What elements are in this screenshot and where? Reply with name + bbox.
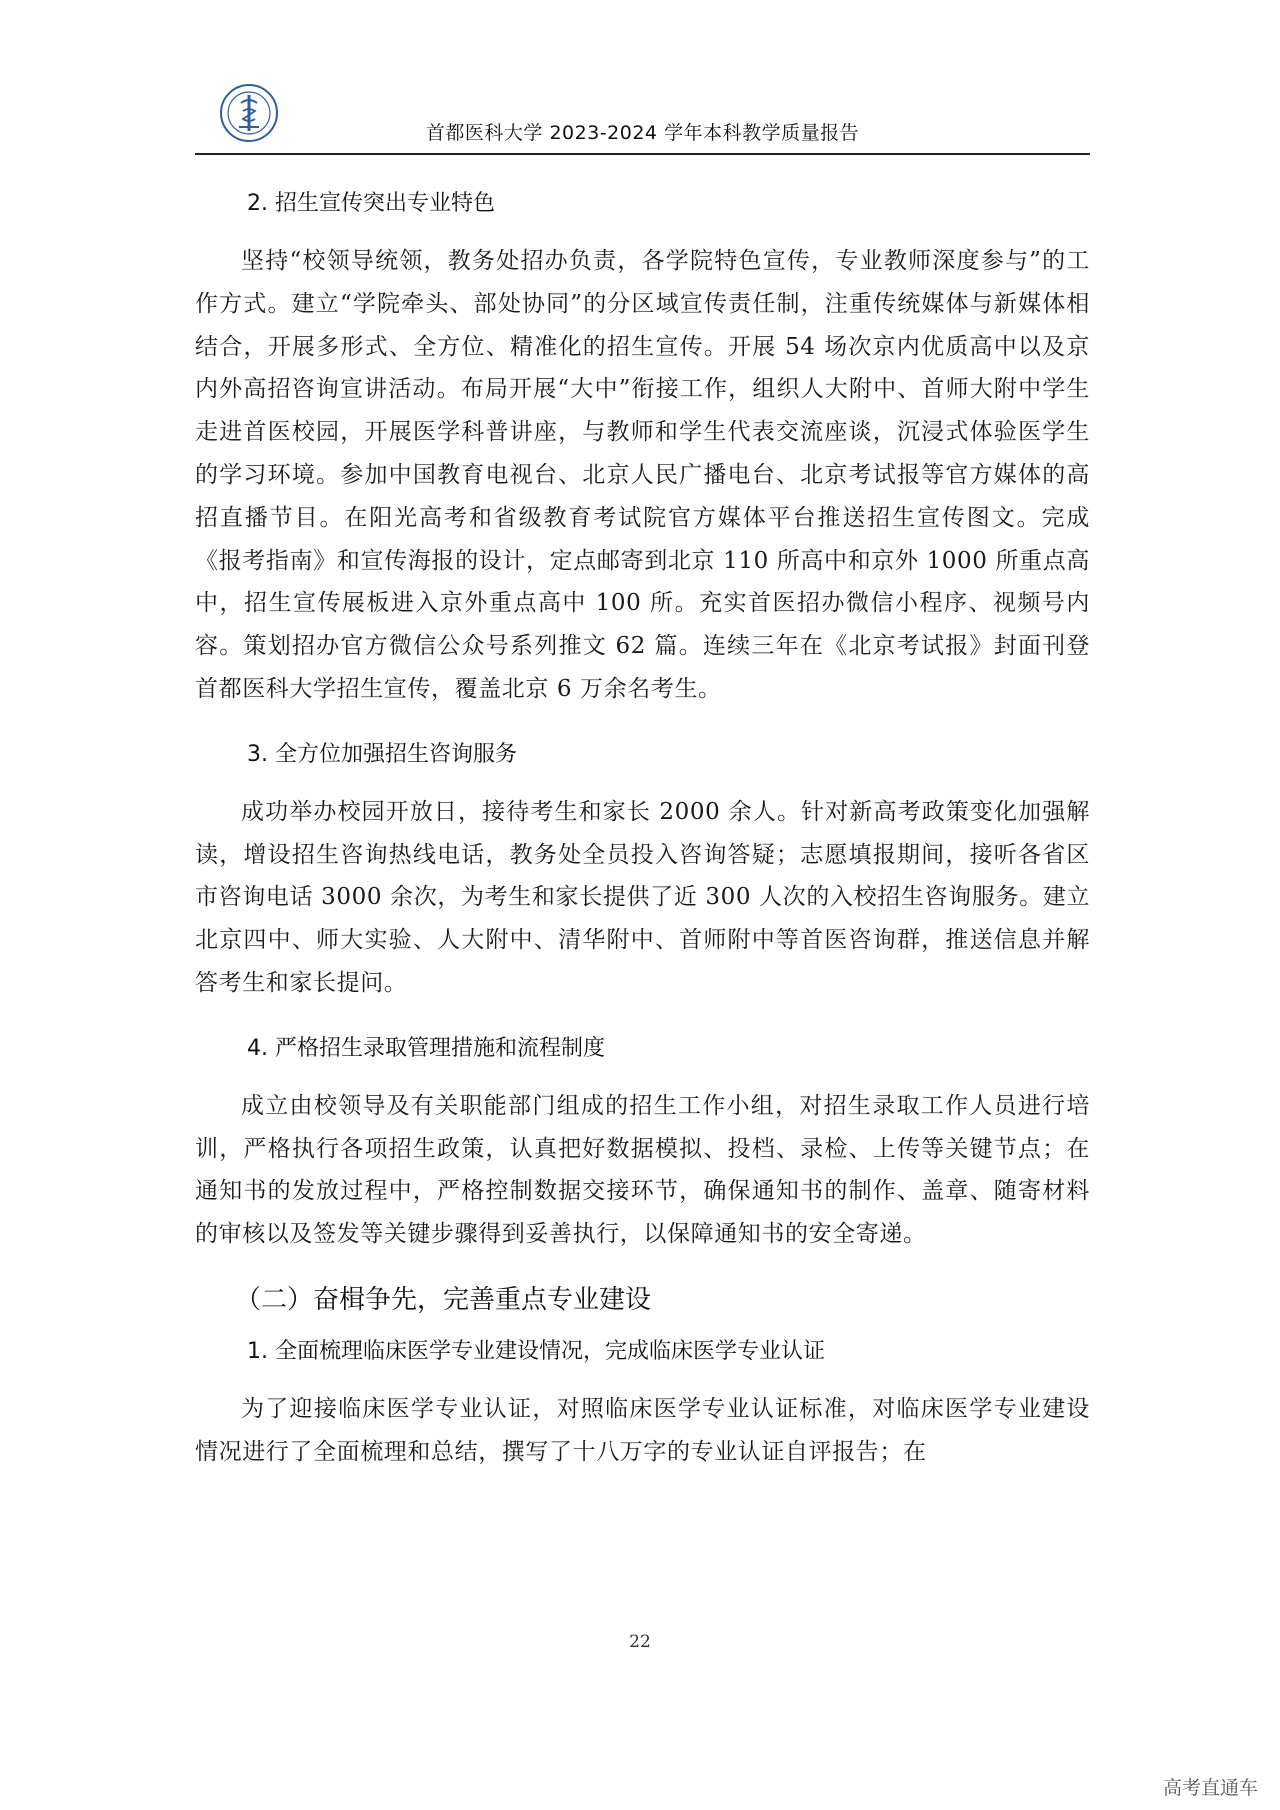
paragraph-admission-management: 成立由校领导及有关职能部门组成的招生工作小组，对招生录取工作人员进行培训，严格执行各项招生政策，认真把好数据模拟、投档、录检、上传等关键节点；在通知书的发放过程中，严格控制数据交接环节，确保通知书的制作、盖章、随寄材料的审核以及签发等关键步骤得到妥善执行，以保障通知书的安全寄递。 <box>195 1092 1090 1248</box>
page-number: 22 <box>629 1632 651 1652</box>
major-section-heading: （二）奋楫争先，完善重点专业建设 <box>235 1284 652 1315</box>
section-heading-publicity: 2. 招生宣传突出专业特色 <box>247 191 495 216</box>
watermark: 高考直通车 <box>1162 1777 1258 1799</box>
page-body <box>195 178 1090 1492</box>
report-title: 首都医科大学 2023-2024 学年本科教学质量报告 <box>425 122 860 144</box>
paragraph-consulting: 成功举办校园开放日，接待考生和家长 2000 余人。针对新高考政策变化加强解读，增设招生咨询热线电话，教务处全员投入咨询答疑；志愿填报期间，接听各省区市咨询电话 3000 余次，为考生和家长提供了近 300 人次的入校招生咨询服务。建立北京四中、师大实验、人大附中、清华附中、首师附中等首医咨询群，推送信息并解答考生和家长提问。 <box>195 798 1090 996</box>
paragraph-publicity: 坚持“校领导统领，教务处招办负责，各学院特色宣传，专业教师深度参与”的工作方式。建立“学院牵头、部处协同”的分区域宣传责任制，注重传统媒体与新媒体相结合，开展多形式、全方位、精准化的招生宣传。开展 54 场次京内优质高中以及京内外高招咨询宣讲活动。布局开展“大中”衔接工作，组织人大附中、首师大附中学生走进首医校园，开展医学科普讲座，与教师和学生代表交流座谈，沉浸式体验医学生的学习环境。参加中国教育电视台、北京人民广播电台、北京考试报等官方媒体的高招直播节目。在阳光高考和省级教育考试院官方媒体平台推送招生宣传图文。完成《报考指南》和宣传海报的设计，定点邮寄到北京 110 所高中和京外 1000 所重点高中，招生宣传展板进入京外重点高中 100 所。充实首医招办微信小程序、视频号内容。策划招办官方微信公众号系列推文 62 篇。连续三年在《北京考试报》封面刊登首都医科大学招生宣传，覆盖北京 6 万余名考生。 <box>195 248 1090 702</box>
subsection-heading-clinical-medicine: 1. 全面梳理临床医学专业建设情况，完成临床医学专业认证 <box>247 1338 825 1364</box>
paragraph-clinical-medicine: 为了迎接临床医学专业认证，对照临床医学专业认证标准，对临床医学专业建设情况进行了全面梳理和总结，撰写了十八万字的专业认证自评报告；在 <box>195 1395 1090 1465</box>
page-header <box>195 75 1090 155</box>
section-heading-admission-management: 4. 严格招生录取管理措施和流程制度 <box>247 1035 605 1061</box>
section-heading-consulting: 3. 全方位加强招生咨询服务 <box>247 741 517 767</box>
